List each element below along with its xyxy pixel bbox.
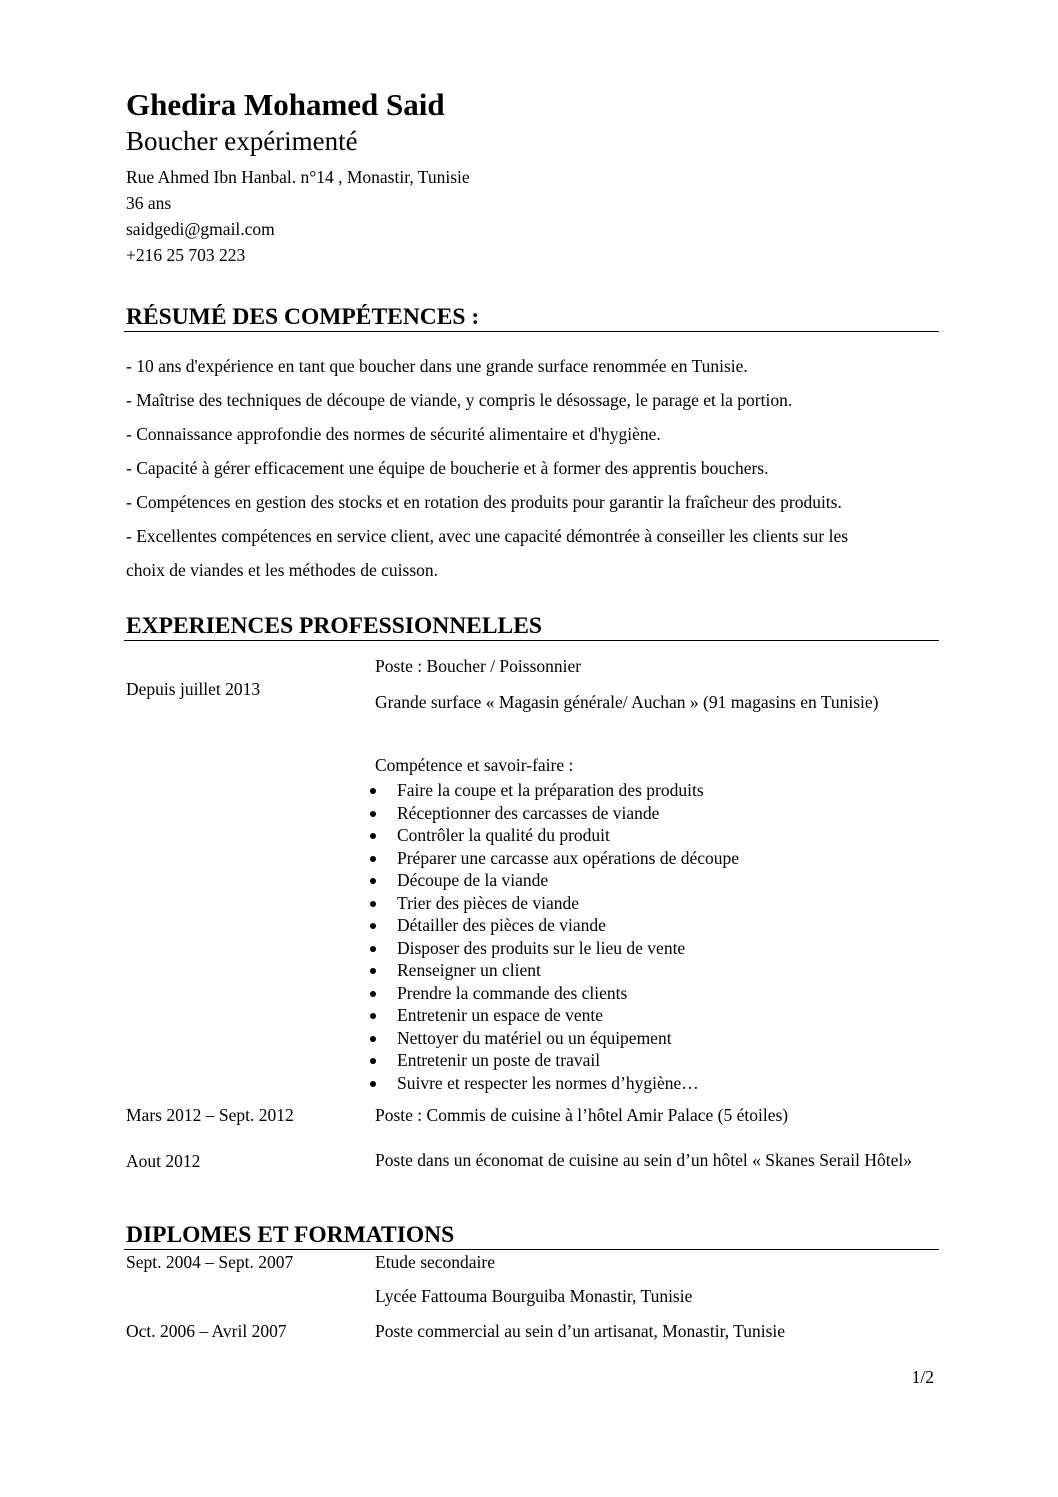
bullet-icon	[370, 1058, 376, 1064]
list-item: Trier des pièces de viande	[370, 892, 739, 915]
education-date: Sept. 2004 – Sept. 2007	[126, 1252, 294, 1272]
bullet-icon	[370, 1013, 376, 1019]
list-item: Suivre et respecter les normes d’hygiène…	[370, 1072, 739, 1095]
list-item: Détailler des pièces de viande	[370, 914, 739, 937]
list-item: Nettoyer du matériel ou un équipement	[370, 1027, 739, 1050]
skill-item: - Capacité à gérer efficacement une équipe de boucherie et à former des apprentis bouchers.	[126, 458, 769, 478]
job-date: Mars 2012 – Sept. 2012	[126, 1105, 294, 1125]
section-rule	[124, 331, 939, 332]
bullet-icon	[370, 968, 376, 974]
education-date: Oct. 2006 – Avril 2007	[126, 1321, 287, 1341]
address: Rue Ahmed Ibn Hanbal. n°14 , Monastir, Tunisie	[126, 167, 470, 187]
skill-item: - 10 ans d'expérience en tant que boucher dans une grande surface renommée en Tunisie.	[126, 356, 748, 376]
skill-item: choix de viandes et les méthodes de cuisson.	[126, 560, 439, 580]
bullet-icon	[370, 901, 376, 907]
education-title: Poste commercial au sein d’un artisanat, Monastir, Tunisie	[375, 1321, 786, 1341]
bullet-icon	[370, 991, 376, 997]
list-item: Disposer des produits sur le lieu de vente	[370, 937, 739, 960]
email: saidgedi@gmail.com	[126, 219, 275, 239]
list-item: Entretenir un poste de travail	[370, 1049, 739, 1072]
bullet-icon	[370, 1036, 376, 1042]
skill-item: - Compétences en gestion des stocks et en rotation des produits pour garantir la fraîcheur des produits.	[126, 492, 842, 512]
list-item: Découpe de la viande	[370, 869, 739, 892]
bullet-icon	[370, 878, 376, 884]
phone: +216 25 703 223	[126, 245, 246, 265]
job-position: Poste : Boucher / Poissonnier	[375, 656, 582, 676]
duties-label: Compétence et savoir-faire :	[375, 755, 574, 775]
job-date: Depuis juillet 2013	[126, 679, 261, 699]
skill-item: - Excellentes compétences en service client, avec une capacité démontrée à conseiller les clients sur les	[126, 526, 849, 546]
list-item: Faire la coupe et la préparation des produits	[370, 779, 739, 802]
duties-list	[370, 779, 739, 1094]
bullet-icon	[370, 946, 376, 952]
education-title: Etude secondaire	[375, 1252, 496, 1272]
education-heading: DIPLOMES ET FORMATIONS	[126, 1222, 455, 1248]
page-number: 1/2	[911, 1367, 934, 1387]
job-title: Boucher expérimenté	[126, 126, 358, 156]
skill-item: - Maîtrise des techniques de découpe de viande, y compris le désossage, le parage et la portion.	[126, 390, 793, 410]
skill-item: - Connaissance approfondie des normes de sécurité alimentaire et d'hygiène.	[126, 424, 661, 444]
age: 36 ans	[126, 193, 172, 213]
skills-heading: RÉSUMÉ DES COMPÉTENCES :	[126, 304, 480, 330]
bullet-icon	[370, 833, 376, 839]
list-item: Entretenir un espace de vente	[370, 1004, 739, 1027]
list-item: Réceptionner des carcasses de viande	[370, 802, 739, 825]
bullet-icon	[370, 1081, 376, 1087]
list-item: Renseigner un client	[370, 959, 739, 982]
education-school: Lycée Fattouma Bourguiba Monastir, Tunisie	[375, 1286, 693, 1306]
list-item: Préparer une carcasse aux opérations de découpe	[370, 847, 739, 870]
experience-heading: EXPERIENCES PROFESSIONNELLES	[126, 613, 542, 639]
candidate-name: Ghedira Mohamed Said	[126, 87, 445, 122]
bullet-icon	[370, 811, 376, 817]
list-item: Prendre la commande des clients	[370, 982, 739, 1005]
section-rule	[124, 640, 939, 641]
job-position: Poste : Commis de cuisine à l’hôtel Amir Palace (5 étoiles)	[375, 1105, 789, 1125]
bullet-icon	[370, 923, 376, 929]
job-position: Poste dans un économat de cuisine au sein d’un hôtel « Skanes Serail Hôtel»	[375, 1150, 913, 1170]
bullet-icon	[370, 856, 376, 862]
list-item: Contrôler la qualité du produit	[370, 824, 739, 847]
section-rule	[124, 1249, 939, 1250]
bullet-icon	[370, 788, 376, 794]
job-employer: Grande surface « Magasin générale/ Auchan » (91 magasins en Tunisie)	[375, 692, 879, 712]
job-date: Aout 2012	[126, 1151, 201, 1171]
